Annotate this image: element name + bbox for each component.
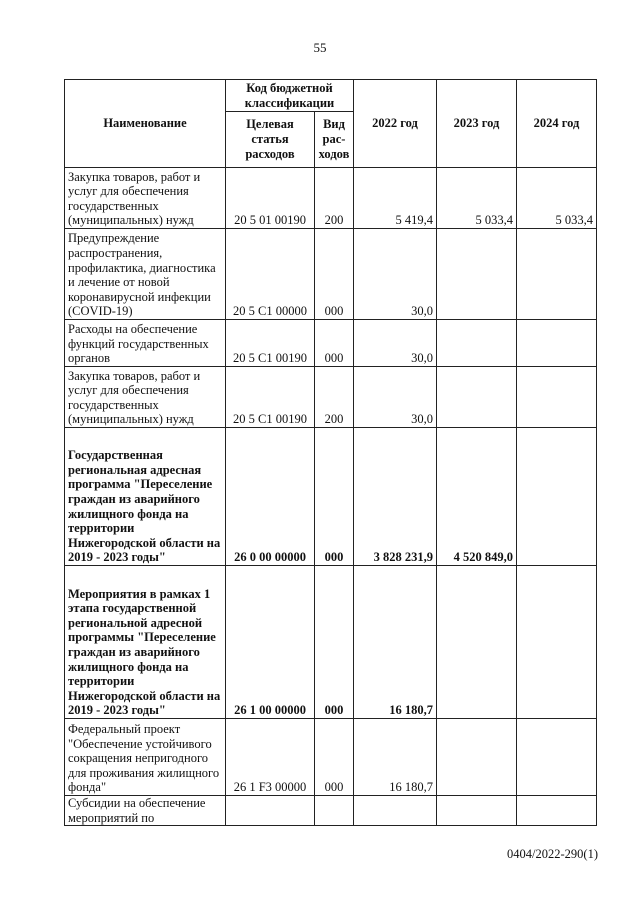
row-2024-cell [517, 320, 597, 367]
row-name-cell: Предупреждение распространения, профилактика, диагностика и лечение от новой коронавирусной инфекции (COVID-19) [65, 229, 226, 320]
row-target-article-cell: 26 0 00 00000 [226, 428, 315, 566]
table-row [65, 719, 597, 796]
row-name-cell: Субсидии на обеспечение мероприятий по [65, 796, 226, 826]
row-name-cell: Государственная региональная адресная программа "Переселение граждан из аварийного жилищного фонда на территории Нижегородской области на 2019 - 2023 годы" [65, 428, 226, 566]
row-expense-type-cell: 000 [315, 566, 354, 719]
row-2024-cell [517, 796, 597, 826]
row-2022-cell: 5 419,4 [354, 168, 437, 229]
row-expense-type-cell: 000 [315, 229, 354, 320]
row-2022-cell: 16 180,7 [354, 566, 437, 719]
row-target-article-cell: 26 1 F3 00000 [226, 719, 315, 796]
row-2022-cell: 30,0 [354, 320, 437, 367]
table-row [65, 566, 597, 719]
row-2023-cell [437, 566, 517, 719]
row-target-article-cell: 20 5 C1 00000 [226, 229, 315, 320]
row-target-article-cell: 20 5 01 00190 [226, 168, 315, 229]
row-2022-cell: 30,0 [354, 229, 437, 320]
table-row [65, 320, 597, 367]
header-expense-type: Вид рас-ходов [315, 112, 354, 168]
table-body [65, 168, 597, 826]
row-expense-type-cell: 000 [315, 320, 354, 367]
table-row [65, 229, 597, 320]
table-row [65, 796, 597, 826]
row-expense-type-cell: 200 [315, 367, 354, 428]
row-2024-cell [517, 719, 597, 796]
table-row [65, 367, 597, 428]
budget-table [64, 79, 597, 826]
row-name-cell: Мероприятия в рамках 1 этапа государственной региональной адресной программы "Переселение граждан из аварийного жилищного фонда на территории Нижегородской области на 2019 - 2023 годы" [65, 566, 226, 719]
row-2024-cell: 5 033,4 [517, 168, 597, 229]
row-name-cell: Федеральный проект "Обеспечение устойчивого сокращения непригодного для проживания жилищного фонда" [65, 719, 226, 796]
row-target-article-cell: 20 5 C1 00190 [226, 367, 315, 428]
row-2024-cell [517, 566, 597, 719]
row-2023-cell [437, 320, 517, 367]
header-target-article: Целевая статья расходов [226, 112, 315, 168]
row-2022-cell: 16 180,7 [354, 719, 437, 796]
row-expense-type-cell: 000 [315, 719, 354, 796]
row-2023-cell [437, 796, 517, 826]
row-expense-type-cell: 200 [315, 168, 354, 229]
row-2023-cell [437, 367, 517, 428]
row-name-cell: Закупка товаров, работ и услуг для обеспечения государственных (муниципальных) нужд [65, 168, 226, 229]
row-2022-cell: 30,0 [354, 367, 437, 428]
row-target-article-cell: 26 1 00 00000 [226, 566, 315, 719]
row-2023-cell [437, 719, 517, 796]
row-2022-cell: 3 828 231,9 [354, 428, 437, 566]
document-code: 0404/2022-290(1) [507, 847, 598, 861]
header-2022: 2022 год [354, 80, 437, 168]
header-row-top [65, 80, 597, 112]
page-number: 55 [313, 40, 327, 55]
row-name-cell: Закупка товаров, работ и услуг для обеспечения государственных (муниципальных) нужд [65, 367, 226, 428]
row-2023-cell: 5 033,4 [437, 168, 517, 229]
row-2024-cell [517, 229, 597, 320]
header-code-group: Код бюджетной классификации [226, 80, 354, 112]
table-row [65, 428, 597, 566]
row-2022-cell [354, 796, 437, 826]
header-name: Наименование [65, 80, 226, 168]
table-row [65, 168, 597, 229]
row-name-cell: Расходы на обеспечение функций государственных органов [65, 320, 226, 367]
row-expense-type-cell [315, 796, 354, 826]
row-2024-cell [517, 428, 597, 566]
row-target-article-cell [226, 796, 315, 826]
row-expense-type-cell: 000 [315, 428, 354, 566]
row-2023-cell: 4 520 849,0 [437, 428, 517, 566]
row-2024-cell [517, 367, 597, 428]
header-2024: 2024 год [517, 80, 597, 168]
header-2023: 2023 год [437, 80, 517, 168]
row-target-article-cell: 20 5 C1 00190 [226, 320, 315, 367]
row-2023-cell [437, 229, 517, 320]
